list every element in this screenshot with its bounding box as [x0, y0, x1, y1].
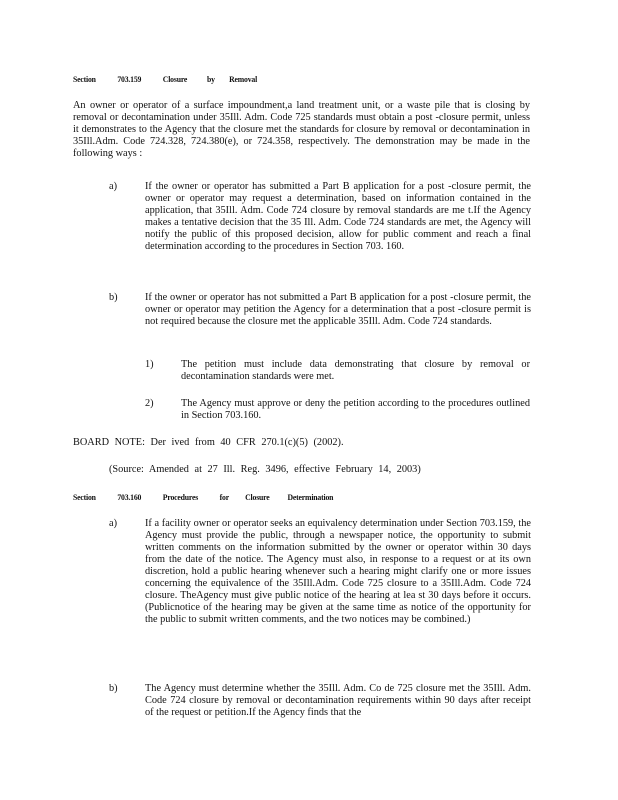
source-note: (Source: Amended at 27 Ill. Reg. 3496, effective February 14, 2003)	[109, 464, 421, 475]
section-703-160-heading	[73, 492, 333, 502]
sublist-item-text: The Agency must approve or deny the petition according to the procedures outlined in Section 703.160.	[181, 398, 530, 421]
section-number: 703.160	[117, 492, 142, 502]
section-703-159-heading	[73, 74, 257, 84]
sublist-marker: 2)	[145, 398, 154, 409]
list-marker: a)	[109, 518, 117, 529]
sublist-item-text: The petition must include data demonstrating that closure by removal or decontamination standards were met.	[181, 359, 530, 382]
sublist-marker: 1)	[145, 359, 154, 370]
section-number: 703.159	[117, 74, 142, 84]
list-marker: b)	[109, 292, 118, 303]
board-note: BOARD NOTE: Der ived from 40 CFR 270.1(c)(5) (2002).	[73, 437, 344, 448]
intro-paragraph: An owner or operator of a surface impoundment,a land treatment unit, or a waste pile that is closing by removal or decontamination under 35Ill. Adm. Code 725 standards must obtain a post -closure permit, unless it demonstrates to the Agency that the closure met the standards for closure by removal or decontamination in 35Ill.Adm. Code 724.328, 724.380(e), or 724.358, respectively. The demonstration may be made in the following ways :	[73, 100, 530, 159]
list-marker: a)	[109, 181, 117, 192]
heading-word: Removal	[229, 74, 258, 84]
heading-word: by	[206, 74, 215, 84]
list-item-text: If a facility owner or operator seeks an equivalency determination under Section 703.159, the Agency must provide the public, through a newspaper notice, the opportunity to submit written comments on the information submitted by the owner or operator within 30 days from the date of the notice. The Agency must also, in response to a request or at its own discretion, hold a public hearing whenever such a hearing might clarify one or more issues concerning the equivalence of the 35Ill.Adm. Code 725 closure to a 35Ill.Adm. Code 724 closure. TheAgency must give public notice of the hearing at lea st 30 days before it occurs. (Publicnotice of the hearing may be given at the same time as notice of the opportunity for the public to submit written comments, and the two notices may be combined.)	[145, 518, 531, 625]
list-item-text: If the owner or operator has not submitted a Part B application for a post -closure permit, the owner or operator may petition the Agency for a determination that a post -closure permit is not required because the closure met the applicable 35Ill. Adm. Code 724 standards.	[145, 292, 531, 327]
list-marker: b)	[109, 683, 118, 694]
heading-word: Determination	[287, 492, 334, 502]
list-item-text: The Agency must determine whether the 35Ill. Adm. Co de 725 closure met the 35Ill. Adm. Code 724 closure by removal or decontamination requirements within 90 days after receipt of the request or petition.If the Agency finds that the	[145, 683, 531, 718]
heading-word: Closure	[162, 74, 188, 84]
heading-word: Closure	[245, 492, 270, 502]
list-item-text: If the owner or operator has submitted a Part B application for a post -closure permit, the owner or operator may request a determination, based on information contained in the application, that 35Ill. Adm. Code 724 closure by removal standards are me t.If the Agency makes a tentative decision that the 35 Ill. Adm. Code 724 standards are met, the Agency will notify the public of this proposed decision, allow for public comment and reach a final determination according to the procedures in Section 703. 160.	[145, 181, 531, 252]
heading-word: Procedures	[162, 492, 199, 502]
section-label: Section	[73, 492, 96, 502]
heading-word: for	[219, 492, 229, 502]
section-label: Section	[73, 74, 96, 84]
